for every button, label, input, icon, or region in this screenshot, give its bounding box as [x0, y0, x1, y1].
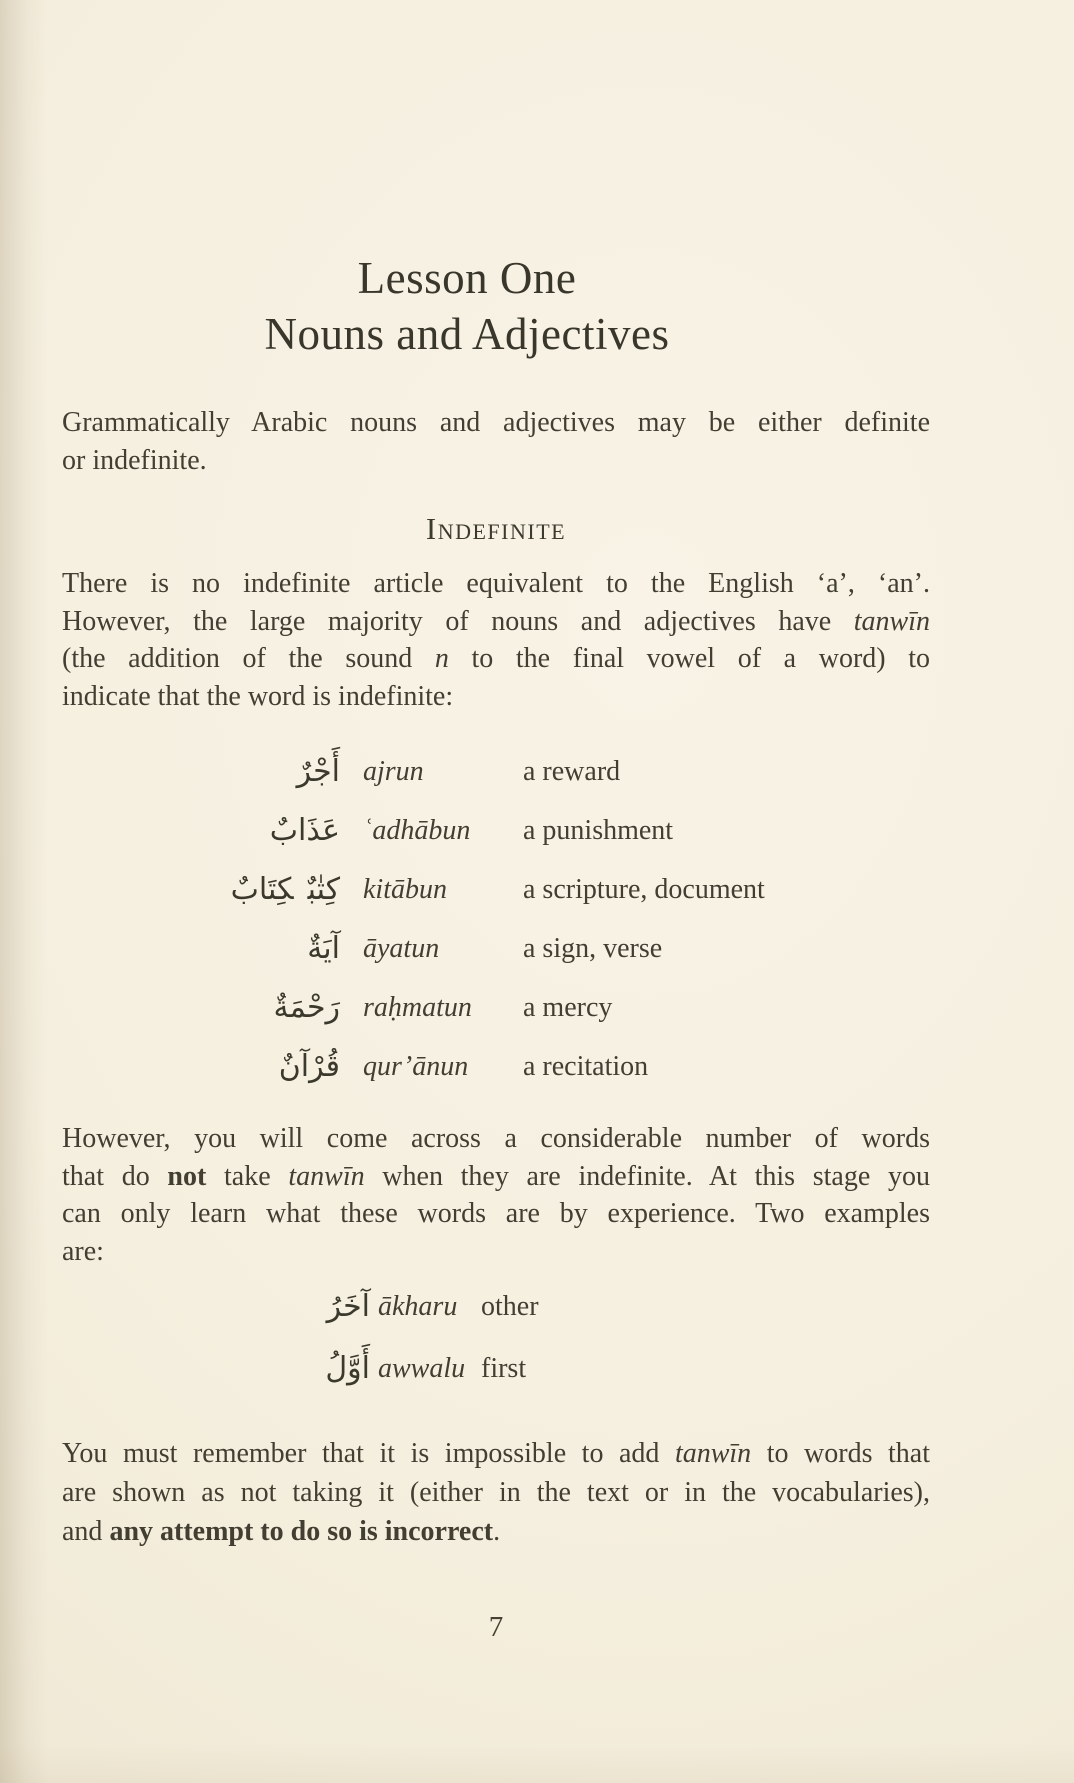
text-segment: Grammatically Arabic nouns and adjectives may be either definite: [62, 407, 930, 438]
text-line: [62, 640, 930, 678]
arabic-word: أَجْرٌ: [296, 753, 340, 789]
text-line: [62, 1434, 930, 1473]
text-segment: There is no indefinite article equivalent to the English ‘a’, ‘an’.: [62, 568, 930, 599]
transliteration: kitābun: [363, 873, 447, 905]
text-segment: However, you will come across a considerable number of words: [62, 1123, 930, 1154]
vocab-row: [62, 801, 930, 860]
text-segment: indicate that the word is indefinite:: [62, 680, 454, 712]
transliteration: āyatun: [363, 932, 440, 964]
arabic-word: أَوَّلُ: [325, 1351, 370, 1386]
vocab-row: [62, 1276, 930, 1338]
text-segment: to words that: [751, 1438, 930, 1469]
text-segment: (the addition of the sound: [62, 643, 435, 674]
italic-term: tanwīn: [853, 605, 930, 637]
text-line: [62, 565, 930, 603]
english-gloss: a reward: [523, 755, 621, 787]
page-gutter-shading: [0, 0, 48, 1783]
english-gloss: a sign, verse: [523, 932, 663, 964]
vocab-list-primary: [62, 742, 930, 1096]
vocab-row: [62, 742, 930, 801]
arabic-word: كِتٰبٌ: [307, 871, 340, 907]
text-line: [62, 404, 930, 442]
text-segment: are shown as not taking it (either in the text or in the vocabularies),: [62, 1477, 930, 1508]
arabic-cell: [62, 744, 340, 800]
text-line: [62, 1473, 930, 1512]
arabic-word: عَذَابٌ: [269, 812, 340, 848]
vocab-row: [62, 860, 930, 919]
text-segment: are:: [62, 1235, 104, 1267]
arabic-cell: [62, 1279, 370, 1335]
text-line: [62, 1158, 930, 1196]
lesson-title: [62, 250, 872, 362]
transliteration: awwalu: [378, 1353, 466, 1384]
text-line: [62, 1233, 930, 1271]
arabic-word: كِتَابٌ: [230, 871, 294, 907]
transliteration: ākharu: [378, 1291, 458, 1322]
english-gloss: other: [481, 1291, 539, 1322]
vocab-row: [62, 1037, 930, 1096]
text-line: [62, 678, 930, 716]
text-line: [62, 442, 930, 480]
text-segment: However, the large majority of nouns and adjectives have: [62, 605, 854, 637]
arabic-cell: [62, 803, 340, 859]
arabic-cell: [62, 921, 340, 977]
italic-term: tanwīn: [288, 1160, 365, 1192]
arabic-word: قُرْآنٌ: [278, 1048, 340, 1084]
english-gloss: a recitation: [523, 1050, 649, 1082]
arabic-word: رَحْمَةٌ: [273, 989, 340, 1025]
english-gloss: first: [481, 1353, 527, 1384]
section-heading-indefinite: Indefinite: [425, 511, 567, 546]
text-segment: and: [62, 1516, 110, 1547]
english-gloss: a mercy: [523, 991, 613, 1023]
text-segment: You must remember that it is impossible to add: [62, 1438, 675, 1469]
italic-term: n: [434, 643, 449, 674]
lesson-title-line2: Nouns and Adjectives: [264, 309, 670, 359]
exceptions-paragraph: [62, 1120, 930, 1270]
arabic-word: آخَرُ: [326, 1289, 370, 1324]
text-segment: when they are indefinite. At this stage you: [364, 1160, 930, 1192]
transliteration: qur’ānun: [363, 1050, 469, 1082]
arabic-cell: [62, 1039, 340, 1095]
text-segment: to the final vowel of a word) to: [448, 643, 930, 674]
page-bottom-shading: [0, 1743, 1074, 1783]
vocab-row: [62, 919, 930, 978]
transliteration: raḥmatun: [363, 991, 472, 1023]
text-segment: .: [493, 1516, 501, 1547]
vocab-row: [62, 1338, 930, 1400]
text-segment: take: [206, 1160, 289, 1192]
arabic-cell: [62, 980, 340, 1036]
italic-term: tanwīn: [674, 1438, 752, 1469]
text-segment: can only learn what these words are by experience. Two examples: [62, 1198, 930, 1229]
bold-emphasis: any attempt to do so is incorrect: [109, 1516, 494, 1547]
warning-paragraph: [62, 1434, 930, 1551]
arabic-word: آيَةٌ: [307, 930, 340, 966]
lesson-title-line1: Lesson One: [357, 253, 577, 303]
text-line: [62, 603, 930, 641]
vocab-list-exceptions: [62, 1276, 930, 1400]
transliteration: ʿadhābun: [363, 814, 471, 846]
text-segment: that do: [62, 1160, 168, 1192]
arabic-cell: [62, 862, 340, 918]
text-line: [62, 1120, 930, 1158]
english-gloss: a punishment: [523, 814, 674, 846]
arabic-cell: [62, 1341, 370, 1397]
text-line: [62, 1512, 930, 1551]
page-number: 7: [488, 1611, 504, 1643]
intro-paragraph: [62, 404, 930, 479]
text-segment: or indefinite.: [62, 444, 207, 476]
text-line: [62, 1195, 930, 1233]
bold-emphasis: not: [167, 1160, 207, 1192]
vocab-row: [62, 978, 930, 1037]
indefinite-paragraph: [62, 565, 930, 715]
english-gloss: a scripture, document: [523, 873, 765, 905]
transliteration: ajrun: [363, 755, 424, 787]
